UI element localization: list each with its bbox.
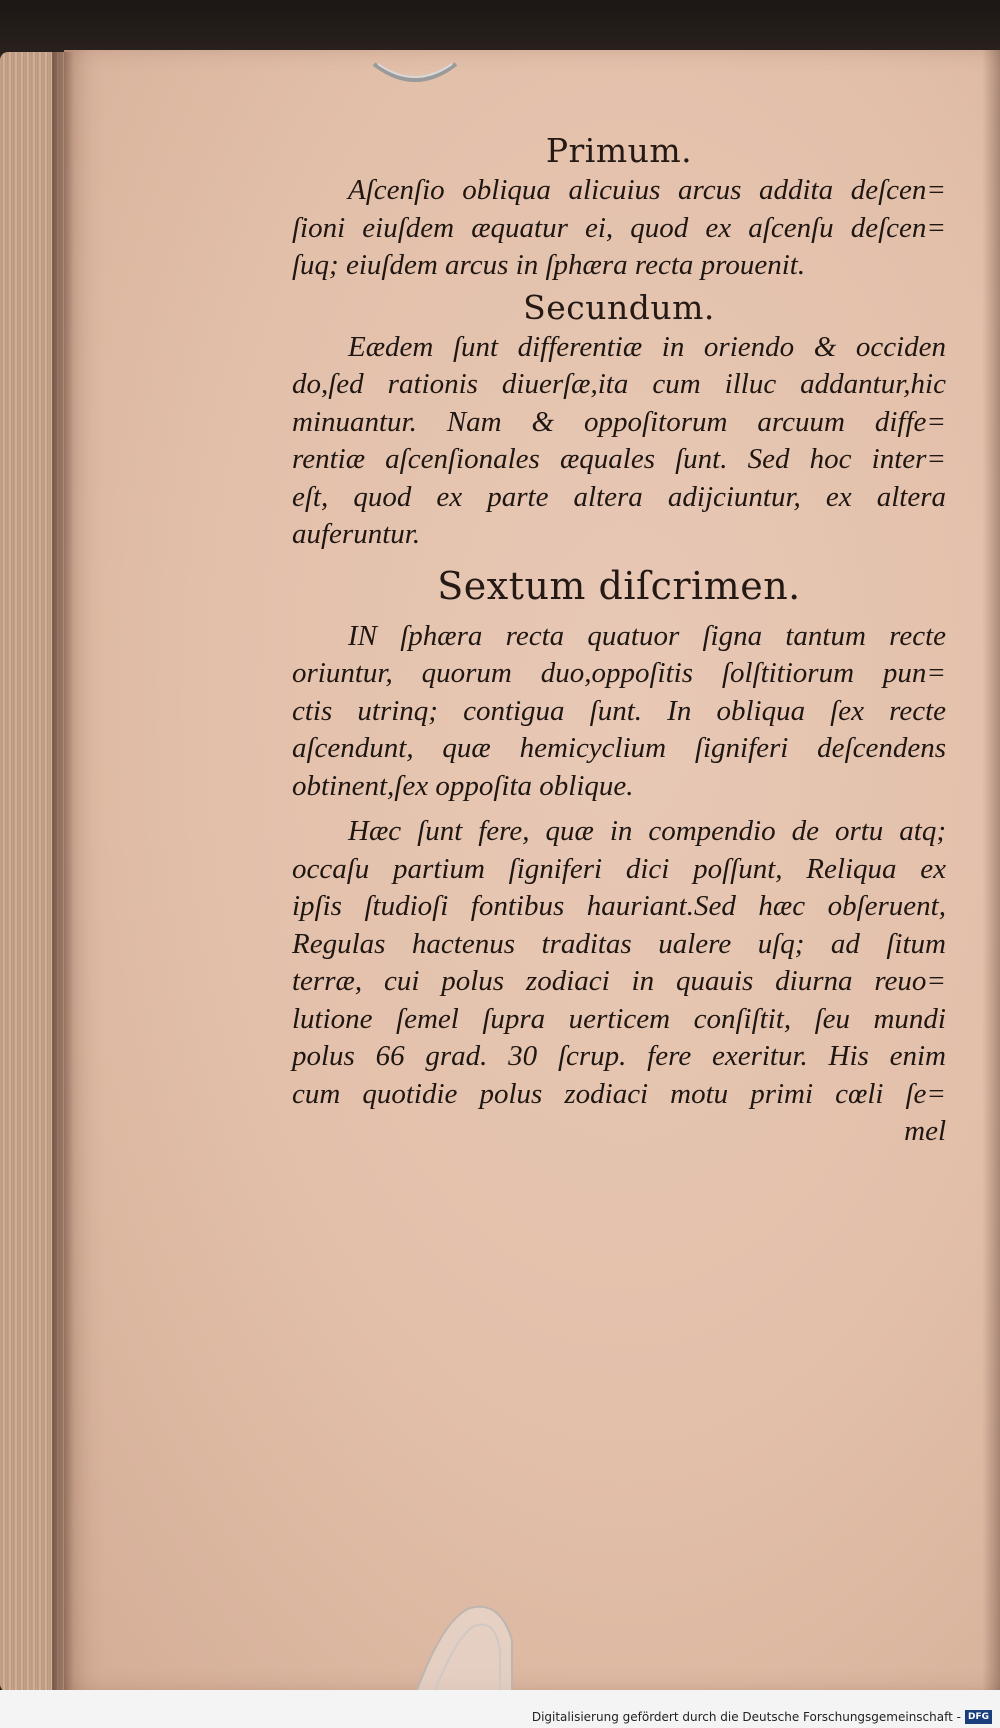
text-line: lutione ſemel ſupra uerticem conſiſtit, ſeu mundi (292, 1002, 946, 1035)
text-line: polus 66 grad. 30 ſcrup. fere exeritur. His enim (292, 1040, 946, 1072)
text-line: ſuq; eiuſdem arcus in ſphæra recta prouenit. (292, 249, 806, 281)
catchword: mel (904, 1115, 946, 1147)
text-line: Eædem ſunt differentiæ in oriendo & occiden (348, 330, 946, 363)
text-line: ipſis ſtudioſi fontibus hauriant.Sed hæc obſeruent, (292, 890, 946, 922)
text-line: aſcendunt, quæ hemicyclium ſigniferi deſcendens (292, 732, 946, 764)
digitization-footer (532, 1710, 992, 1724)
text-line: do,ſed rationis diuerſæ,ita cum illuc addantur,hic (292, 368, 946, 400)
text-line: rentiæ aſcenſionales æquales ſunt. Sed hoc inter= (292, 443, 946, 475)
gutter-shadow (52, 52, 74, 1692)
text-line: Regulas hactenus traditas ualere uſq; ad ſitum (292, 927, 946, 960)
paragraph (292, 813, 946, 1151)
paragraph (292, 618, 946, 806)
section-heading: Primum. (545, 131, 693, 170)
text-line: auferuntur. (292, 518, 421, 550)
text-line: cum quotidie polus zodiaci motu primi cœli ſe= (292, 1077, 946, 1110)
section-heading: Secundum. (523, 287, 715, 327)
section-heading: Sextum diſcrimen. (437, 563, 801, 608)
text-line: ſioni eiuſdem æquatur ei, quod ex aſcenſu deſcen= (292, 211, 946, 244)
text-line: Hæc ſunt fere, quæ in compendio de ortu atq; (348, 815, 946, 847)
text-line: ctis utrinq; contigua ſunt. In obliqua ſex recte (292, 694, 946, 727)
paragraph (292, 329, 946, 554)
dfg-logo: DFG (965, 1710, 992, 1724)
page-clip-top (370, 62, 460, 84)
text-line: terræ, cui polus zodiaci in quauis diurna reuo= (292, 965, 946, 997)
page-fore-edge (982, 50, 1000, 1690)
text-line: IN ſphæra recta quatuor ſigna tantum recte (348, 619, 946, 652)
text-line: minuantur. Nam & oppoſitorum arcuum diffe= (292, 405, 946, 438)
paragraph (292, 172, 946, 285)
text-line: oriuntur, quorum duo,oppoſitis ſolſtitiorum pun= (292, 657, 946, 689)
text-line: occaſu partium ſigniferi dici poſſunt, Reliqua ex (292, 852, 946, 885)
text-line: eſt, quod ex parte altera adijciuntur, ex altera (292, 480, 946, 513)
footer-credit: Digitalisierung gefördert durch die Deutsche Forschungsgemeinschaft - (531, 1710, 961, 1724)
text-line: Aſcenſio obliqua alicuius arcus addita deſcen= (348, 174, 946, 206)
text-line: obtinent,ſex oppoſita oblique. (292, 769, 634, 802)
page-text (292, 130, 946, 1151)
